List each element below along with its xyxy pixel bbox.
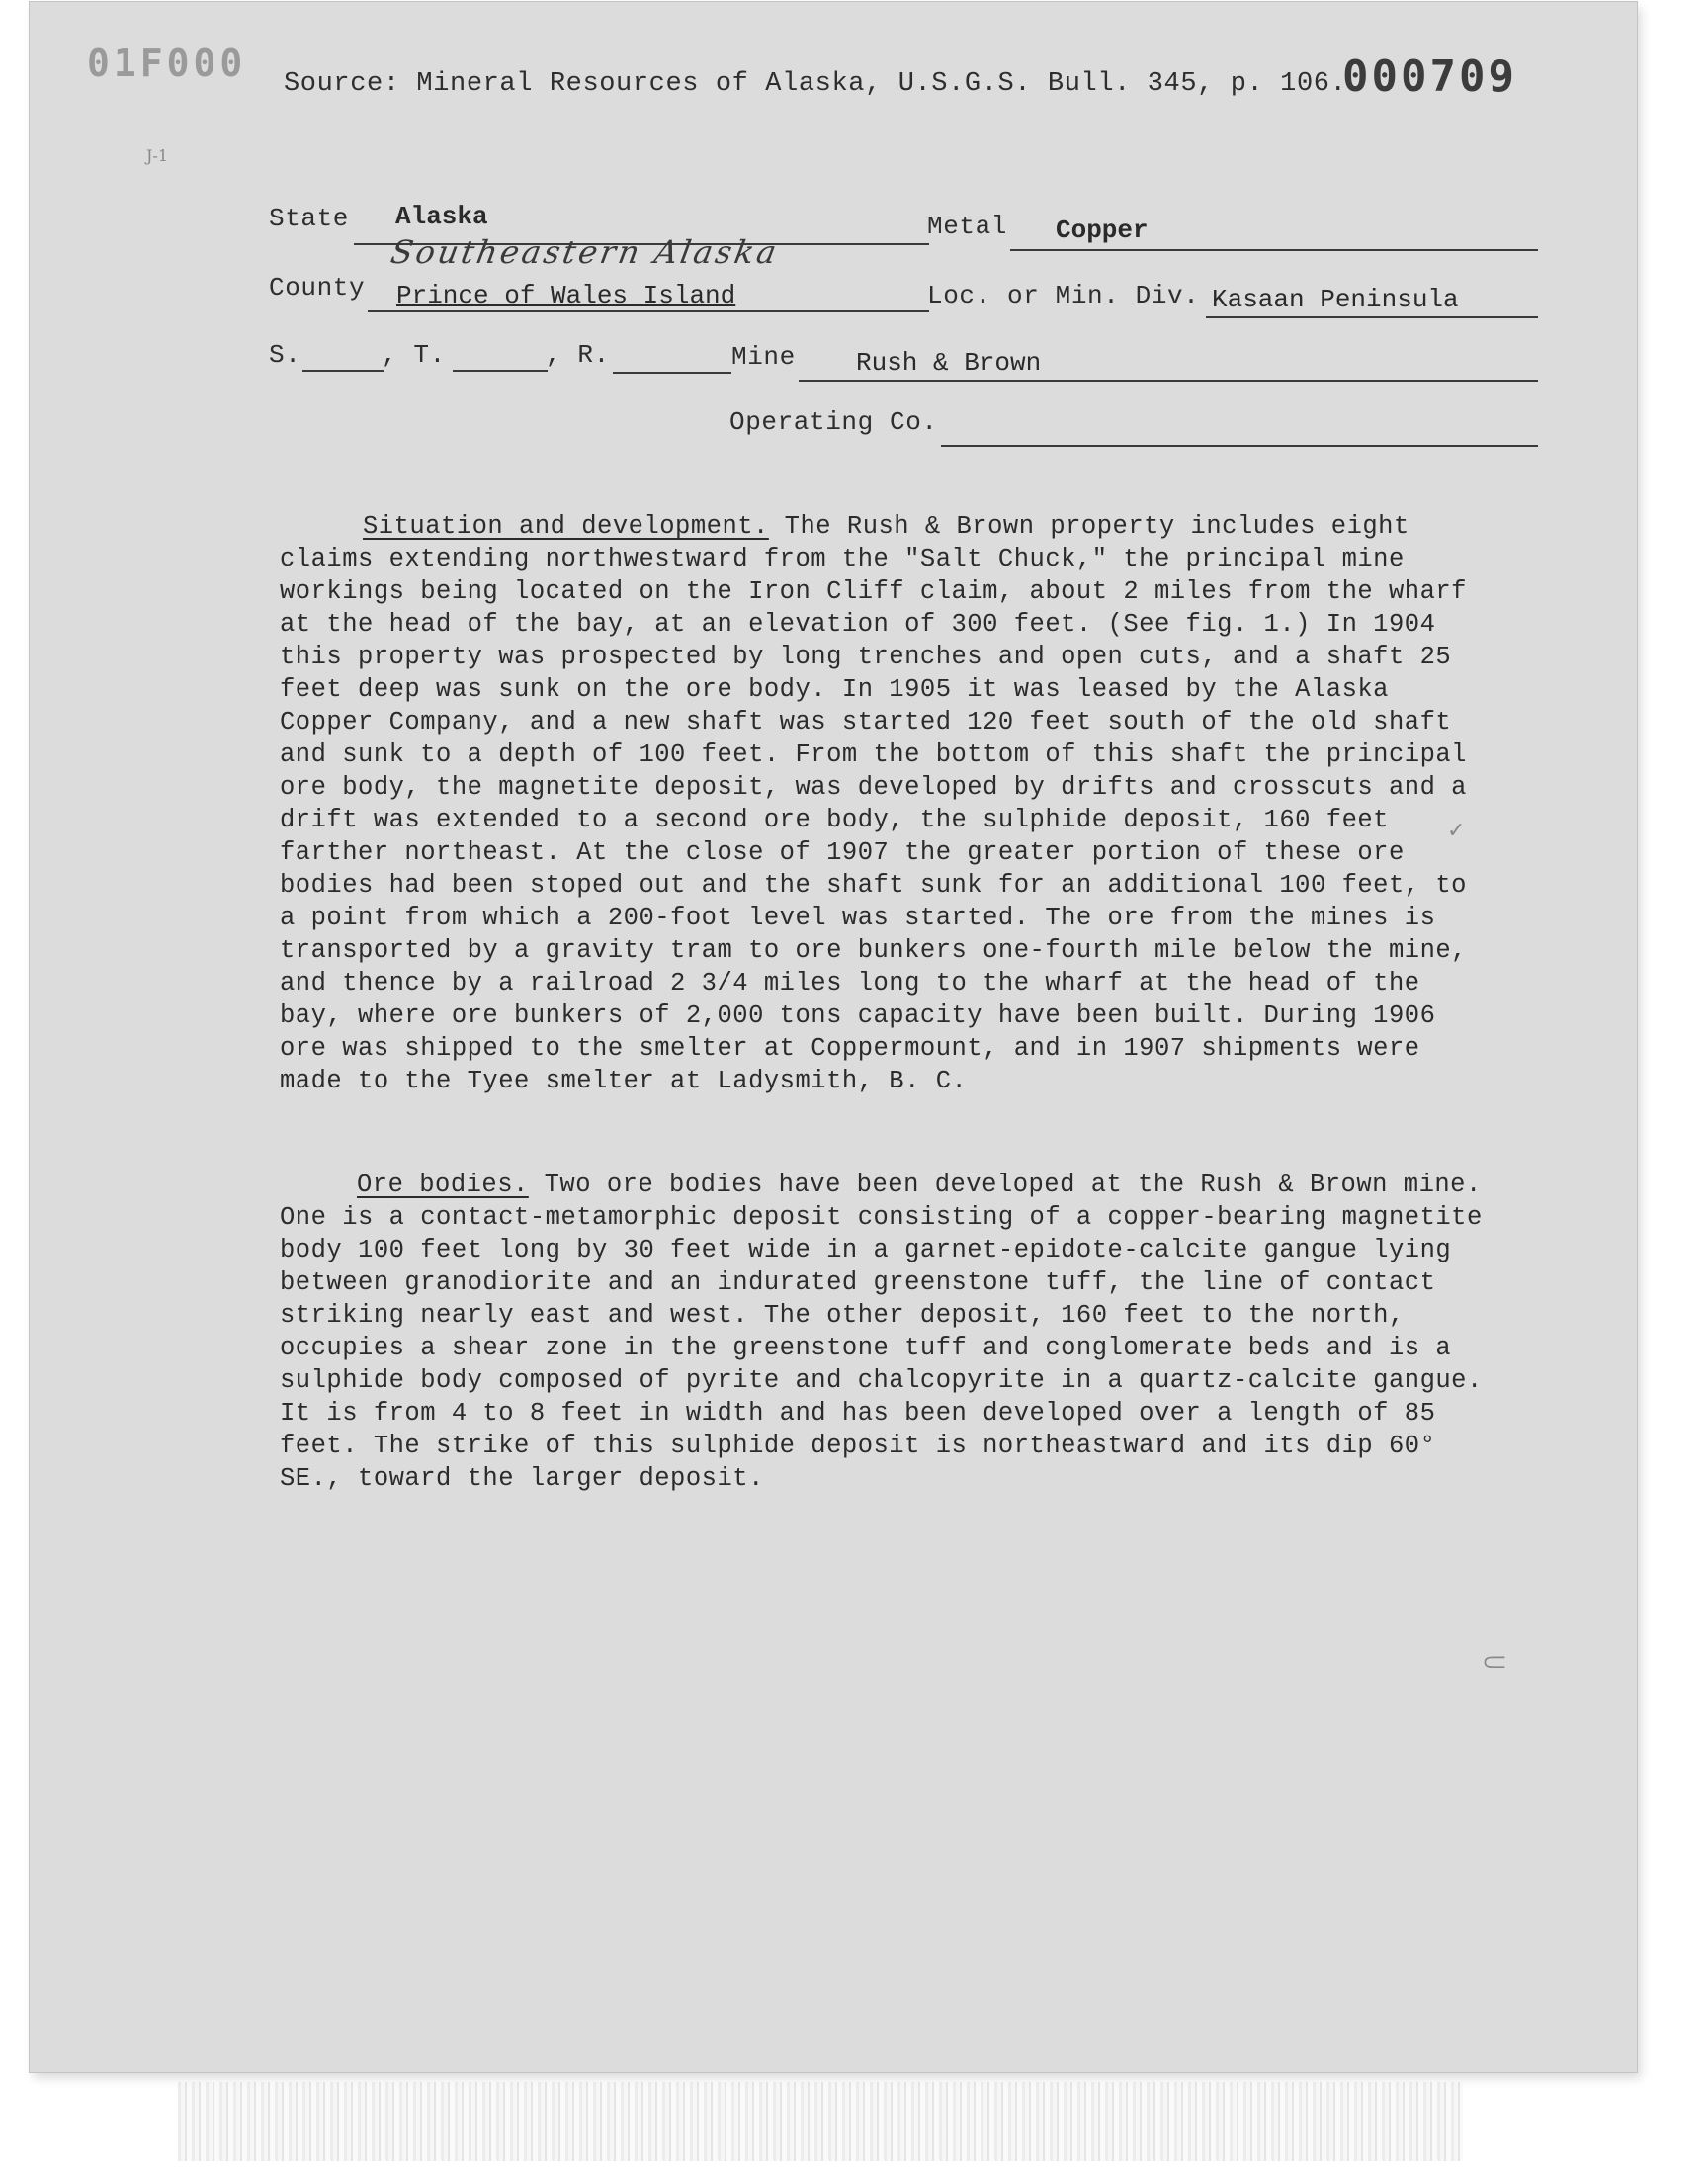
paragraph-ore-bodies	[280, 1169, 1495, 1495]
paragraph-ore-bodies-text: Two ore bodies have been developed at the Rush & Brown mine. One is a contact-metamorphic deposit consisting of a copper-bearing magnetite body 100 feet long by 30 feet wide in a garnet-epidote-calcite gangue lying between granodiorite and an indurated greenstone tuff, the line of contact striking nearly east and west. The other deposit, 160 feet to the north, occupies a shear zone in the greenstone tuff and conglomerate beds and is a sulphide body composed of pyrite and chalcopyrite in a quartz-calcite gangue. It is from 4 to 8 feet in width and has been developed over a length of 85 feet. The strike of this sulphide deposit is northeastward and its dip 60° SE., toward the larger deposit.	[280, 1171, 1483, 1493]
metal-value: Copper	[1056, 216, 1149, 245]
operating-co-field-line	[941, 445, 1538, 447]
scan-edge-artifact	[178, 2082, 1463, 2161]
loc-label: Loc. or Min. Div.	[927, 281, 1200, 310]
state-label: State	[269, 204, 350, 233]
mine-field-line	[799, 380, 1538, 382]
corner-pencil-mark: J-1	[146, 146, 168, 165]
section-field-line	[302, 370, 384, 372]
range-label: , R.	[546, 340, 610, 370]
left-stamp-number: 01F000	[87, 42, 247, 85]
heading-situation: Situation and development.	[363, 512, 769, 541]
margin-pencil-mark: ⸦	[1477, 1643, 1513, 1684]
section-label: S.	[269, 340, 301, 370]
township-field-line	[453, 370, 548, 372]
operating-co-label: Operating Co.	[729, 407, 938, 437]
handwritten-region: Southeastern Alaska	[387, 233, 783, 271]
range-field-line	[613, 372, 731, 374]
township-label: , T.	[382, 340, 446, 370]
paragraph-situation-text: The Rush & Brown property includes eight claims extending northwestward from the "Salt Chuck," the principal mine workings being located on the Iron Cliff claim, about 2 miles from the wharf at the head of the bay, at an elevation of 300 feet. (See fig. 1.) In 1904 this property was prospected by long trenches and open cuts, and a shaft 25 feet deep was sunk on the ore body. In 1905 it was leased by the Alaska Copper Company, and a new shaft was started 120 feet south of the old shaft and sunk to a depth of 100 feet. From the bottom of this shaft the principal ore body, the magnetite deposit, was developed by drifts and crosscuts and a drift was extended to a second ore body, the sulphide deposit, 160 feet farther northeast. At the close of 1907 the greater portion of these ore bodies had been stoped out and the shaft sunk for an additional 100 feet, to a point from which a 200-foot level was started. The ore from the mines is transported by a gravity tram to ore bunkers one-fourth mile below the mine, and thence by a railroad 2 3/4 miles long to the wharf at the head of the bay, where ore bunkers of 2,000 tons capacity have been built. During 1906 ore was shipped to the smelter at Coppermount, and in 1907 shipments were made to the Tyee smelter at Ladysmith, B. C.	[280, 512, 1467, 1095]
margin-check-mark: ✓	[1447, 819, 1466, 843]
heading-ore-bodies: Ore bodies.	[357, 1171, 529, 1199]
right-stamp-number: 000709	[1342, 51, 1517, 102]
county-value: Prince of Wales Island	[396, 281, 736, 310]
mine-label: Mine	[731, 342, 796, 372]
metal-field-line	[1010, 249, 1538, 251]
county-field-line	[368, 310, 929, 312]
loc-value: Kasaan Peninsula	[1212, 285, 1459, 314]
mine-value: Rush & Brown	[856, 348, 1042, 378]
state-value: Alaska	[395, 202, 488, 231]
paragraph-situation	[280, 510, 1495, 1097]
metal-label: Metal	[927, 212, 1008, 241]
loc-field-line	[1206, 316, 1538, 318]
source-line: Source: Mineral Resources of Alaska, U.S.G.S. Bull. 345, p. 106.	[284, 69, 1347, 99]
county-label: County	[269, 273, 366, 303]
